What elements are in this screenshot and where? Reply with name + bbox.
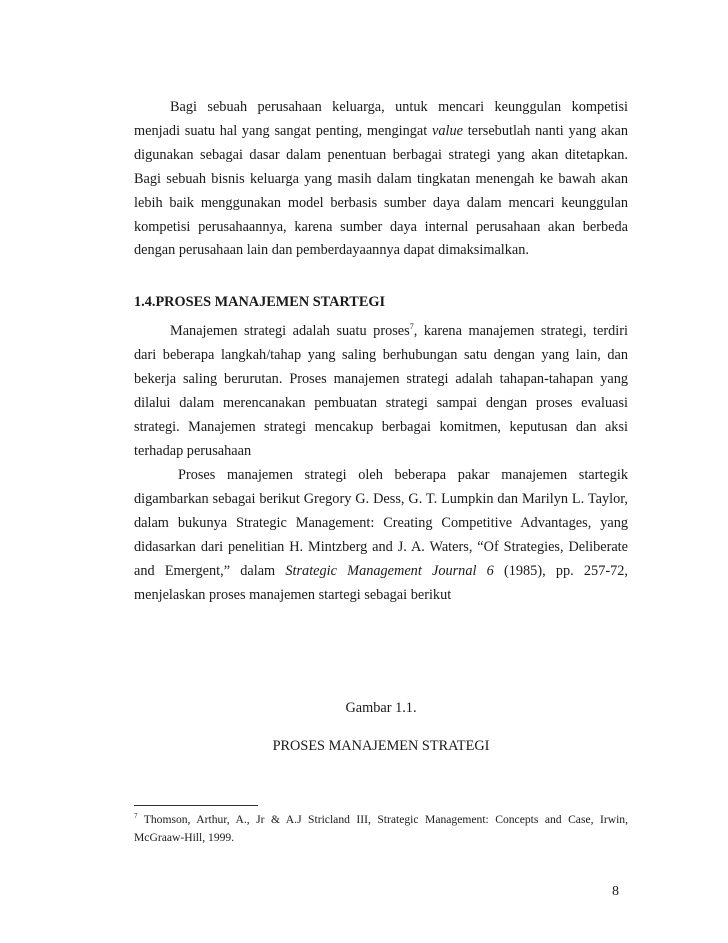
paragraph-text: Proses manajemen strategi oleh beberapa pakar manajemen startegik digambarkan sebagai berikut Gregory G. Dess, G. T. Lumpkin dan Marilyn L. Taylor, dalam bukunya Strategic Management: Creating Competitive Advantages, yang didasarkan dari penelitian H. Mintzberg and J. A. Waters, “Of Strategies, Deliberate and Emergent,” dalam xyxy=(134,467,628,579)
section-heading: 1.4.PROSES MANAJEMEN STARTEGI xyxy=(134,294,386,310)
paragraph-text: tersebutlah nanti yang akan digunakan sebagai dasar dalam penentuan berbagai strategi yang akan ditetapkan. Bagi sebuah bisnis keluarga yang masih dalam tingkatan menengah ke bawah akan lebih baik menggunakan model berbasis sumber daya dalam mencari keunggulan kompetisi perusahaannya, karena sumber daya internal perusahaan akan berbeda dengan perusahaan lain dan pemberdayaannya dapat dimaksimalkan. xyxy=(134,122,628,259)
paragraph-text: Bagi sebuah perusahaan keluarga, untuk mencari keunggulan kompetisi menjadi suatu hal yang sangat penting, mengingat xyxy=(134,99,628,139)
paragraph-keunggulan-kompetisi xyxy=(134,96,628,263)
figure-number: Gambar 1.1. xyxy=(345,700,417,716)
footnote-marker: 7 xyxy=(134,812,138,821)
paragraph-proses-manajemen xyxy=(134,464,628,607)
footnote-reference: 7 xyxy=(409,322,414,332)
page-number: 8 xyxy=(612,884,619,899)
paragraph-text: (1985), pp. 257-72, menjelaskan proses manajemen startegi sebagai berikut xyxy=(134,562,628,603)
footnote-text: Thomson, Arthur, A., Jr & A.J Stricland III, Strategic Management: Concepts and Case, Irwin, McGraaw-Hill, 1999. xyxy=(134,813,628,844)
italic-term: value xyxy=(431,122,463,139)
footnote xyxy=(134,811,628,846)
italic-journal: Strategic Management Journal 6 xyxy=(285,562,494,579)
footnote-divider xyxy=(134,805,258,806)
paragraph-text: , karena manajemen strategi, terdiri dari beberapa langkah/tahap yang saling berhubungan satu dengan yang lain, dan bekerja saling berurutan. Proses manajemen strategi adalah tahapan-tahapan yang dilalui dalam merencanakan pembuatan strategi sampai dengan proses evaluasi strategi. Manajemen strategi mencakup berbagai komitmen, keputusan dan aksi terhadap perusahaan xyxy=(134,323,628,459)
figure-title: PROSES MANAJEMEN STRATEGI xyxy=(272,738,490,754)
paragraph-text: Manajemen strategi adalah suatu proses xyxy=(170,323,410,339)
paragraph-manajemen-strategi xyxy=(134,320,628,463)
